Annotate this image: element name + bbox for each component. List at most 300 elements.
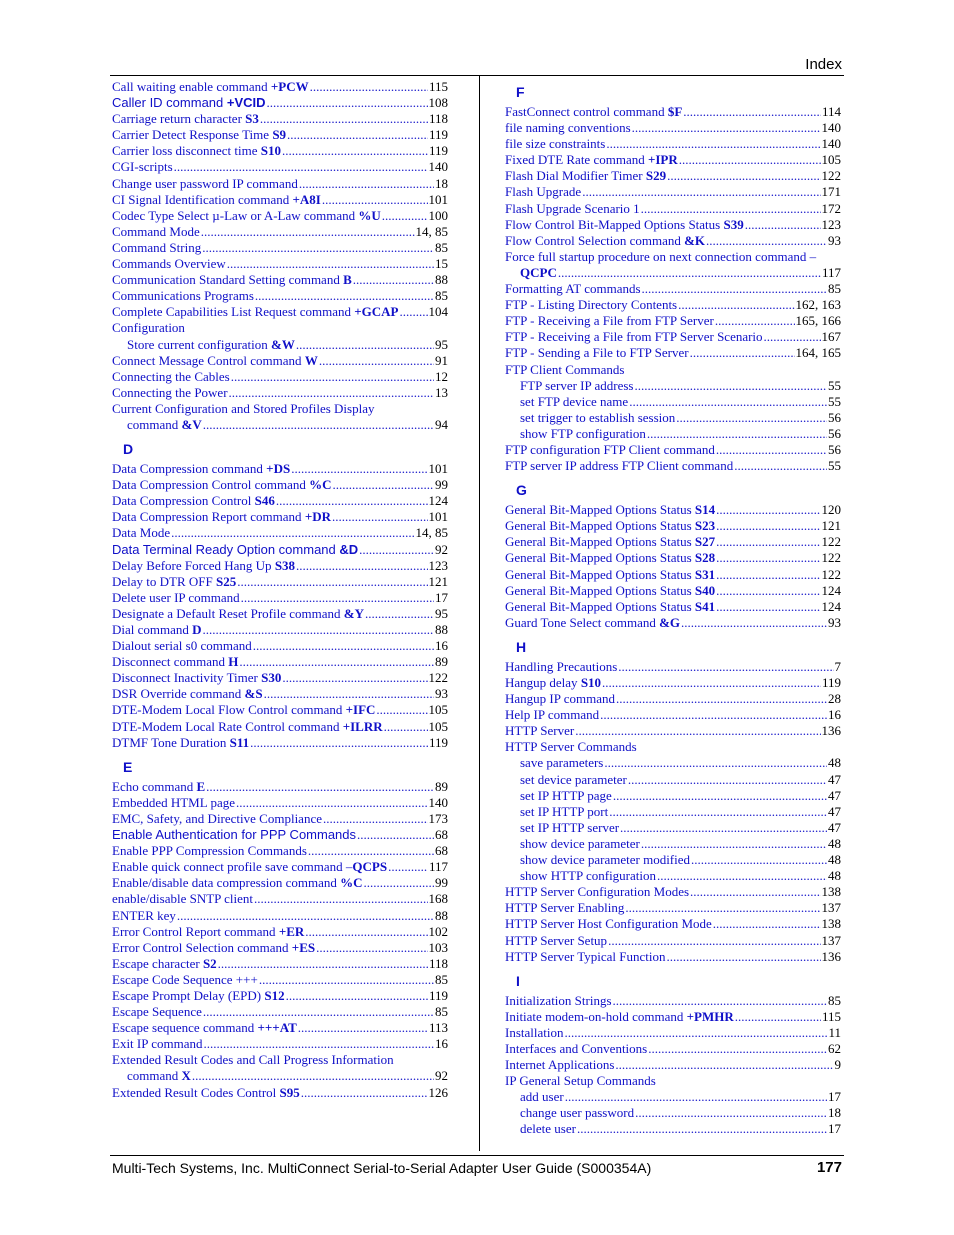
entry-text: General Bit-Mapped Options Status	[505, 502, 695, 518]
page-ref[interactable]: 120	[821, 502, 841, 518]
index-entry[interactable]	[505, 281, 841, 297]
page-ref[interactable]: 104	[428, 304, 448, 320]
entry-text: Enable quick connect profile save command –	[112, 859, 353, 875]
index-entry[interactable]	[505, 136, 841, 152]
page-ref[interactable]: 100	[428, 207, 448, 223]
page-ref[interactable]: 55	[828, 458, 841, 474]
page-ref[interactable]: 16	[828, 707, 841, 723]
index-entry[interactable]	[505, 329, 841, 345]
entry-term	[112, 320, 185, 336]
index-entry[interactable]	[505, 615, 841, 631]
index-entry[interactable]	[112, 606, 448, 622]
dot-leader	[632, 120, 821, 136]
index-entry[interactable]	[112, 811, 448, 827]
entry-text: change user password	[520, 1105, 635, 1121]
index-entry[interactable]	[112, 590, 448, 606]
page-ref[interactable]: 162, 163	[795, 297, 841, 313]
entry-term	[505, 345, 689, 361]
index-entry[interactable]	[505, 534, 841, 550]
page-ref[interactable]: 28	[828, 691, 841, 707]
entry-text: Call waiting enable command	[112, 79, 271, 94]
page-ref[interactable]: 95	[435, 336, 448, 352]
entry-term	[112, 525, 170, 541]
index-entry[interactable]	[505, 297, 841, 313]
entry-text: enable/disable SNTP client	[112, 891, 254, 907]
page-ref[interactable]: 17	[435, 589, 448, 605]
index-entry[interactable]	[112, 1036, 448, 1052]
dot-leader	[206, 779, 434, 795]
page-ref[interactable]: 91	[435, 352, 448, 368]
index-entry[interactable]	[112, 1004, 448, 1020]
page-ref[interactable]: 15	[435, 256, 448, 272]
index-entry[interactable]	[112, 288, 448, 304]
index-subentry[interactable]	[505, 394, 841, 410]
index-entry[interactable]	[112, 256, 448, 272]
entry-term	[112, 1036, 203, 1052]
dot-leader	[716, 567, 820, 583]
index-entry[interactable]	[112, 956, 448, 972]
page-ref[interactable]: 105	[821, 152, 841, 168]
index-entry[interactable]	[112, 493, 448, 509]
page-ref[interactable]: 140	[428, 794, 448, 810]
entry-text: Data Compression command	[112, 461, 267, 477]
index-subentry[interactable]	[505, 265, 841, 281]
page-ref[interactable]: 119	[428, 127, 448, 143]
index-entry[interactable]	[112, 827, 448, 843]
index-entry[interactable]	[112, 176, 448, 192]
index-entry[interactable]	[505, 458, 841, 474]
dot-leader	[690, 345, 795, 361]
index-letter-heading: D	[123, 441, 134, 458]
entry-text: FTP server IP address	[520, 377, 634, 393]
index-entry[interactable]	[505, 916, 841, 932]
entry-text: IP General Setup Commands	[505, 1073, 656, 1089]
page-ref[interactable]: 62	[828, 1040, 841, 1056]
index-subentry[interactable]	[505, 868, 841, 884]
page-ref[interactable]: 11	[828, 1024, 841, 1040]
page-ref[interactable]: 117	[428, 859, 448, 875]
entry-term	[505, 104, 682, 120]
page-ref[interactable]: 14, 85	[415, 223, 448, 239]
index-entry[interactable]	[112, 779, 448, 795]
index-entry[interactable]	[505, 884, 841, 900]
entry-term	[127, 417, 202, 433]
index-entry[interactable]	[505, 707, 841, 723]
page-ref[interactable]: 14, 85	[415, 525, 448, 541]
entry-term	[520, 378, 634, 394]
index-entry[interactable]	[112, 891, 448, 907]
page-ref[interactable]: 164, 165	[795, 345, 841, 361]
page-ref[interactable]: 56	[828, 425, 841, 441]
page-ref[interactable]: 114	[821, 104, 841, 119]
index-entry[interactable]	[505, 362, 841, 378]
entry-text: Connecting the Power	[112, 384, 228, 400]
index-entry[interactable]	[112, 654, 448, 670]
page-ref[interactable]: 119	[428, 143, 448, 159]
index-subentry[interactable]	[505, 1089, 841, 1105]
dot-leader	[250, 735, 428, 751]
dot-leader	[388, 859, 428, 875]
page-ref[interactable]: 118	[428, 111, 448, 127]
page-ref[interactable]: 122	[821, 534, 841, 550]
page-ref[interactable]: 95	[435, 605, 448, 621]
index-entry[interactable]	[505, 675, 841, 691]
page-ref[interactable]: 85	[435, 239, 448, 255]
index-entry[interactable]	[505, 152, 841, 168]
page-ref[interactable]: 101	[428, 191, 448, 207]
index-entry[interactable]	[112, 843, 448, 859]
index-entry[interactable]	[112, 477, 448, 493]
page-ref[interactable]: 122	[821, 566, 841, 582]
entry-term	[112, 493, 275, 509]
index-entry[interactable]	[505, 1025, 841, 1041]
index-entry[interactable]	[505, 723, 841, 739]
dot-leader	[625, 900, 820, 916]
page-ref[interactable]: 47	[828, 787, 841, 803]
page-ref[interactable]: 122	[821, 168, 841, 184]
index-entry[interactable]	[505, 184, 841, 200]
index-subentry[interactable]	[505, 1105, 841, 1121]
page-ref[interactable]: 119	[428, 987, 448, 1003]
index-entry[interactable]	[505, 949, 841, 965]
index-entry[interactable]	[112, 686, 448, 702]
index-entry[interactable]	[505, 217, 841, 233]
page-ref[interactable]: 101	[428, 461, 448, 477]
dot-leader	[582, 184, 820, 200]
page-ref[interactable]: 47	[828, 819, 841, 835]
index-entry[interactable]	[505, 1009, 841, 1025]
page-ref[interactable]: 56	[828, 441, 841, 457]
page-ref[interactable]: 12	[435, 368, 448, 384]
index-entry[interactable]	[505, 201, 841, 217]
index-subentry[interactable]	[505, 378, 841, 394]
page-ref[interactable]: 113	[428, 1020, 448, 1036]
page-ref[interactable]: 18	[435, 175, 448, 191]
index-entry[interactable]	[112, 795, 448, 811]
page-ref[interactable]: 17	[828, 1089, 841, 1105]
index-entry[interactable]	[505, 313, 841, 329]
page-ref[interactable]: 48	[828, 835, 841, 851]
index-entry[interactable]	[112, 622, 448, 638]
dot-leader	[308, 843, 434, 859]
entry-term	[505, 297, 677, 313]
page-ref[interactable]: 140	[428, 159, 448, 175]
entry-command: %C	[309, 477, 332, 493]
entry-term	[127, 1068, 191, 1084]
index-entry[interactable]	[505, 550, 841, 566]
index-entry[interactable]	[112, 1020, 448, 1036]
index-entry[interactable]	[112, 224, 448, 240]
page-ref[interactable]: 171	[821, 184, 841, 200]
index-entry[interactable]	[505, 233, 841, 249]
page-ref[interactable]: 117	[821, 264, 841, 280]
page-ref[interactable]: 118	[428, 955, 448, 971]
index-entry[interactable]	[112, 924, 448, 940]
page-ref[interactable]: 172	[821, 200, 841, 216]
page-ref[interactable]: 85	[828, 281, 841, 297]
index-entry[interactable]	[112, 127, 448, 143]
dot-leader	[359, 542, 434, 558]
page-ref[interactable]: 55	[828, 393, 841, 409]
index-subentry[interactable]	[505, 426, 841, 442]
page-ref[interactable]: 121	[428, 573, 448, 589]
entry-text: Command Mode	[112, 223, 200, 239]
page-ref[interactable]: 140	[821, 120, 841, 136]
index-subentry[interactable]	[505, 804, 841, 820]
page-ref[interactable]: 126	[428, 1084, 448, 1100]
page-ref[interactable]: 123	[428, 557, 448, 573]
page-ref[interactable]: 93	[828, 232, 841, 248]
page-ref[interactable]: 165, 166	[795, 313, 841, 329]
page-ref[interactable]: 137	[821, 900, 841, 916]
page-ref[interactable]: 56	[828, 409, 841, 425]
index-entry[interactable]	[112, 272, 448, 288]
index-entry[interactable]	[505, 1057, 841, 1073]
index-entry[interactable]	[112, 875, 448, 891]
page-ref[interactable]: 47	[828, 803, 841, 819]
index-entry[interactable]	[112, 111, 448, 127]
index-entry[interactable]	[505, 900, 841, 916]
index-entry[interactable]	[112, 461, 448, 477]
page-ref[interactable]: 101	[428, 509, 448, 525]
page-ref[interactable]: 68	[435, 843, 448, 859]
index-entry[interactable]	[505, 1041, 841, 1057]
entry-command: +ER	[278, 923, 305, 939]
index-entry[interactable]	[505, 993, 841, 1009]
index-entry[interactable]	[112, 385, 448, 401]
page-ref[interactable]: 55	[828, 377, 841, 393]
index-subentry[interactable]	[112, 417, 448, 433]
page-ref[interactable]: 124	[821, 598, 841, 614]
page-ref[interactable]: 68	[435, 827, 448, 843]
index-entry[interactable]	[112, 353, 448, 369]
page-ref[interactable]: 89	[435, 654, 448, 670]
index-entry[interactable]	[112, 670, 448, 686]
entry-command: +VCID	[226, 95, 266, 111]
index-entry[interactable]	[112, 304, 448, 320]
index-entry[interactable]	[112, 638, 448, 654]
index-entry[interactable]	[112, 702, 448, 718]
page-ref[interactable]: 48	[828, 852, 841, 868]
page-ref[interactable]: 105	[428, 702, 448, 718]
entry-command: S30	[261, 670, 282, 686]
index-entry[interactable]	[112, 240, 448, 256]
dot-leader	[296, 337, 434, 353]
page-ref[interactable]: 108	[428, 95, 448, 111]
index-entry[interactable]	[112, 208, 448, 224]
index-entry[interactable]	[505, 249, 841, 265]
page-ref[interactable]: 88	[435, 622, 448, 637]
index-entry[interactable]	[505, 104, 841, 120]
index-entry[interactable]	[505, 502, 841, 518]
entry-text: FastConnect control command	[505, 104, 668, 119]
page-ref[interactable]: 137	[821, 932, 841, 948]
index-entry[interactable]	[505, 345, 841, 361]
index-entry[interactable]	[112, 525, 448, 541]
dot-leader	[641, 201, 821, 217]
page-ref[interactable]: 119	[821, 675, 841, 690]
dot-leader	[679, 152, 821, 168]
entry-term	[112, 1052, 394, 1068]
index-subentry[interactable]	[112, 337, 448, 353]
page-ref[interactable]: 102	[428, 923, 448, 939]
page-ref[interactable]: 119	[428, 734, 448, 750]
index-entry[interactable]	[505, 1073, 841, 1089]
index-subentry[interactable]	[505, 772, 841, 788]
entry-text: add user	[520, 1089, 564, 1105]
entry-term	[505, 739, 637, 755]
index-entry[interactable]	[112, 558, 448, 574]
entry-term	[112, 827, 356, 843]
page-ref[interactable]: 88	[435, 272, 448, 288]
entry-text: show FTP configuration	[520, 425, 646, 441]
index-entry[interactable]	[112, 192, 448, 208]
page-ref[interactable]: 136	[821, 948, 841, 964]
index-entry[interactable]	[112, 401, 448, 417]
page-ref[interactable]: 16	[435, 638, 448, 654]
page-ref[interactable]: 93	[828, 614, 841, 630]
page-ref[interactable]: 167	[821, 329, 841, 345]
page-ref[interactable]: 115	[821, 1008, 841, 1024]
dot-leader	[691, 852, 827, 868]
index-entry[interactable]	[112, 940, 448, 956]
header-rule	[110, 75, 844, 76]
page-ref[interactable]: 9	[834, 1057, 841, 1073]
page-ref[interactable]: 13	[435, 384, 448, 400]
index-entry[interactable]	[505, 567, 841, 583]
index-subentry[interactable]	[505, 410, 841, 426]
dot-leader	[171, 525, 414, 541]
index-entry[interactable]	[112, 542, 448, 558]
entry-text: HTTP Server Enabling	[505, 900, 625, 916]
page-ref[interactable]: 85	[435, 1004, 448, 1020]
dot-leader	[357, 827, 434, 843]
index-entry[interactable]	[505, 933, 841, 949]
index-entry[interactable]	[505, 120, 841, 136]
index-entry[interactable]	[505, 583, 841, 599]
page-ref[interactable]: 18	[828, 1105, 841, 1121]
entry-term	[505, 723, 574, 739]
index-entry[interactable]	[505, 442, 841, 458]
page-ref[interactable]: 17	[828, 1121, 841, 1137]
index-entry[interactable]	[112, 79, 448, 95]
index-subentry[interactable]	[505, 1121, 841, 1137]
index-subentry[interactable]	[505, 852, 841, 868]
index-entry[interactable]	[112, 1052, 448, 1068]
index-entry[interactable]	[505, 599, 841, 615]
page-ref[interactable]: 48	[828, 868, 841, 884]
page-ref[interactable]: 173	[428, 810, 448, 826]
index-entry[interactable]	[112, 369, 448, 385]
entry-text: General Bit-Mapped Options Status	[505, 598, 695, 614]
entry-text: Configuration	[112, 320, 185, 336]
index-entry[interactable]	[112, 143, 448, 159]
index-entry[interactable]	[112, 719, 448, 735]
entry-text: Enable PPP Compression Commands	[112, 843, 307, 859]
index-entry[interactable]	[112, 159, 448, 175]
page-ref[interactable]: 92	[435, 1068, 448, 1084]
entry-term	[112, 111, 259, 127]
index-entry[interactable]	[112, 95, 448, 111]
entry-text: Disconnect Inactivity Timer	[112, 670, 262, 686]
index-entry[interactable]	[112, 574, 448, 590]
page-ref[interactable]: 48	[828, 755, 841, 771]
entry-term	[520, 394, 628, 410]
page-ref[interactable]: 99	[435, 477, 448, 493]
page-ref[interactable]: 124	[428, 493, 448, 509]
index-subentry[interactable]	[505, 836, 841, 852]
page-ref[interactable]: 105	[428, 718, 448, 734]
page-ref[interactable]: 92	[435, 541, 448, 557]
page-ref[interactable]: 121	[821, 518, 841, 534]
entry-text: FTP - Receiving a File from FTP Server	[505, 313, 714, 329]
page-ref[interactable]: 85	[435, 288, 448, 304]
index-entry[interactable]	[505, 691, 841, 707]
index-entry[interactable]	[112, 908, 448, 924]
index-subentry[interactable]	[112, 1068, 448, 1084]
index-subentry[interactable]	[505, 788, 841, 804]
dot-leader	[764, 329, 821, 345]
page-ref[interactable]: 93	[435, 686, 448, 702]
dot-leader	[301, 1085, 428, 1101]
page-ref[interactable]: 122	[821, 550, 841, 566]
index-entry[interactable]	[112, 1085, 448, 1101]
page-ref[interactable]: 168	[428, 891, 448, 907]
page-ref[interactable]: 88	[435, 907, 448, 923]
index-entry[interactable]	[505, 168, 841, 184]
page-ref[interactable]: 7	[834, 658, 841, 674]
index-entry[interactable]	[112, 972, 448, 988]
page-ref[interactable]: 85	[435, 971, 448, 987]
index-entry[interactable]	[112, 320, 448, 336]
page-ref[interactable]: 138	[821, 916, 841, 932]
page-ref[interactable]: 140	[821, 136, 841, 152]
index-subentry[interactable]	[505, 820, 841, 836]
index-subentry[interactable]	[505, 755, 841, 771]
page-ref[interactable]: 85	[828, 992, 841, 1008]
entry-term	[112, 972, 258, 988]
index-entry[interactable]	[112, 988, 448, 1004]
page-ref[interactable]: 115	[428, 79, 448, 94]
page-ref[interactable]: 122	[428, 670, 448, 686]
index-entry[interactable]	[505, 739, 841, 755]
index-entry[interactable]	[112, 859, 448, 875]
dot-leader	[620, 820, 827, 836]
page-ref[interactable]: 123	[821, 216, 841, 232]
page-ref[interactable]: 136	[821, 723, 841, 739]
page-ref[interactable]: 124	[821, 582, 841, 598]
index-entry[interactable]	[505, 518, 841, 534]
entry-term	[520, 836, 640, 852]
entry-text: delete user	[520, 1121, 576, 1137]
index-entry[interactable]	[505, 659, 841, 675]
entry-term	[505, 707, 599, 723]
page-ref[interactable]: 16	[435, 1036, 448, 1052]
entry-term	[112, 256, 226, 272]
entry-command: &G	[659, 614, 681, 630]
index-letter-heading: G	[516, 482, 527, 499]
page-ref[interactable]: 94	[435, 416, 448, 432]
index-entry[interactable]	[112, 735, 448, 751]
page-ref[interactable]: 47	[828, 771, 841, 787]
entry-text: Help IP command	[505, 707, 600, 723]
page-ref[interactable]: 89	[435, 778, 448, 794]
index-entry[interactable]	[112, 509, 448, 525]
page-ref[interactable]: 99	[435, 875, 448, 891]
entry-text: Exit IP command	[112, 1036, 203, 1052]
page-ref[interactable]: 103	[428, 939, 448, 955]
page-ref[interactable]: 138	[821, 884, 841, 900]
